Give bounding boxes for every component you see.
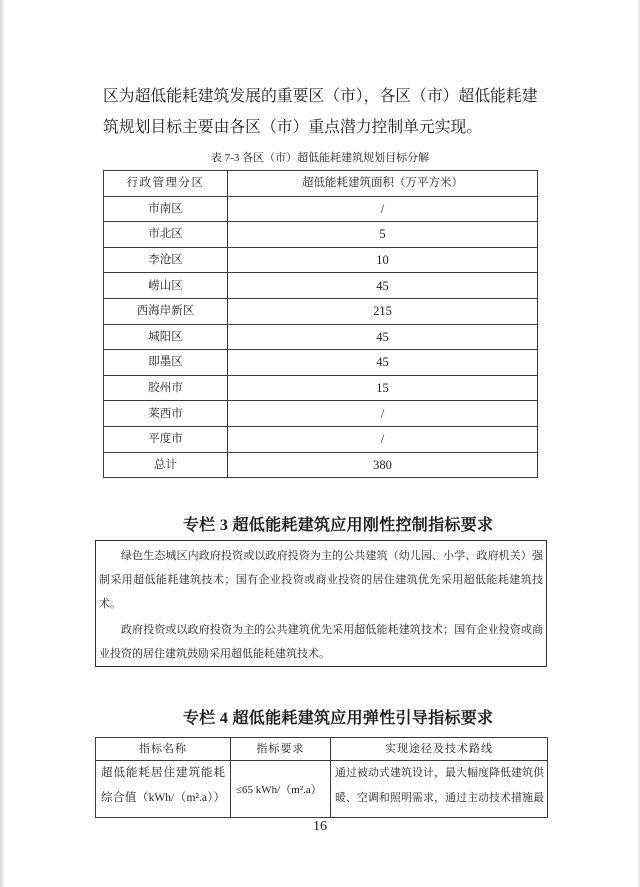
table-row — [104, 401, 538, 427]
table-row — [104, 247, 538, 273]
approach-line: 暖、空调和照明需求，通过主动技术措施最 — [335, 792, 544, 804]
box-3-line: 绿色生态城区内政府投资或以政府投资为主的公共建筑（幼儿园、小学、政府机关）强 — [121, 550, 543, 562]
table-row — [104, 273, 538, 299]
district-cell: 城阳区 — [104, 324, 228, 350]
area-cell: / — [228, 426, 538, 452]
indicator-name-line: 超低能耗居住建筑能耗 — [101, 767, 225, 779]
header-district: 行政管理分区 — [104, 171, 228, 197]
table-row — [104, 222, 538, 248]
area-cell: 45 — [228, 273, 538, 299]
indicator-name-cell — [96, 761, 231, 818]
box-3-paragraph-1 — [99, 544, 543, 616]
area-cell: 5 — [228, 222, 538, 248]
table-row — [104, 426, 538, 452]
scan-edge-left — [0, 0, 5, 887]
table-row — [104, 196, 538, 222]
district-cell: 李沧区 — [104, 247, 228, 273]
area-cell: 45 — [228, 350, 538, 376]
district-cell: 平度市 — [104, 426, 228, 452]
area-cell: / — [228, 196, 538, 222]
area-cell: 15 — [228, 375, 538, 401]
box-4-indicator-table — [95, 737, 548, 818]
table-row — [104, 324, 538, 350]
district-cell: 市南区 — [104, 196, 228, 222]
district-target-table — [103, 170, 538, 478]
approach-line: 通过被动式建筑设计，最大幅度降低建筑供 — [335, 767, 544, 779]
area-cell: 10 — [228, 247, 538, 273]
box-3-body — [99, 544, 543, 666]
intro-line-2: 筑规划目标主要由各区（市）重点潜力控制单元实现。 — [103, 119, 483, 136]
header-indicator-requirement: 指标要求 — [231, 738, 331, 761]
area-cell: 45 — [228, 324, 538, 350]
box-3-frame — [95, 540, 547, 667]
table-row — [104, 350, 538, 376]
box-3-title: 专栏 3 超低能耗建筑应用刚性控制指标要求 — [183, 517, 494, 534]
box-3-line: 业投资的居住建筑鼓励采用超低能耗建筑技术。 — [99, 648, 330, 660]
table-row — [104, 298, 538, 324]
area-cell: 215 — [228, 298, 538, 324]
district-cell: 莱西市 — [104, 401, 228, 427]
indicator-name-line: 综合值（kWh/（m².a）） — [101, 792, 225, 804]
header-indicator-name: 指标名称 — [96, 738, 231, 761]
box-4-title: 专栏 4 超低能耗建筑应用弹性引导指标要求 — [183, 710, 494, 727]
district-cell: 西海岸新区 — [104, 298, 228, 324]
district-cell: 市北区 — [104, 222, 228, 248]
total-label-cell: 总计 — [104, 452, 228, 478]
intro-line-1: 区为超低能耗建筑发展的重要区（市），各区（市）超低能耗建 — [103, 88, 538, 105]
page-number: 16 — [313, 819, 327, 834]
header-approach: 实现途径及技术路线 — [331, 738, 548, 761]
indicator-requirement-cell: ≤65 kWh/（m².a） — [231, 761, 331, 818]
box-3-line: 术。 — [99, 598, 121, 610]
table-total-row — [104, 452, 538, 478]
area-cell: / — [228, 401, 538, 427]
district-cell: 崂山区 — [104, 273, 228, 299]
table-header-row — [104, 171, 538, 197]
table-caption: 表 7-3 各区（市）超低能耗建筑规划目标分解 — [210, 152, 430, 164]
table-header-row — [96, 738, 548, 761]
approach-cell — [331, 761, 548, 818]
header-area: 超低能耗建筑面积（万平方米） — [228, 171, 538, 197]
table-row — [104, 375, 538, 401]
box-3-line: 制采用超低能耗建筑技术；国有企业投资或商业投资的居住建筑优先采用超低能耗建筑技 — [99, 574, 543, 586]
table-row — [96, 761, 548, 818]
district-cell: 胶州市 — [104, 375, 228, 401]
district-cell: 即墨区 — [104, 350, 228, 376]
box-3-paragraph-2 — [99, 618, 543, 666]
total-value-cell: 380 — [228, 452, 538, 478]
box-3-line: 政府投资或以政府投资为主的公共建筑优先采用超低能耗建筑技术；国有企业投资或商 — [121, 624, 543, 636]
